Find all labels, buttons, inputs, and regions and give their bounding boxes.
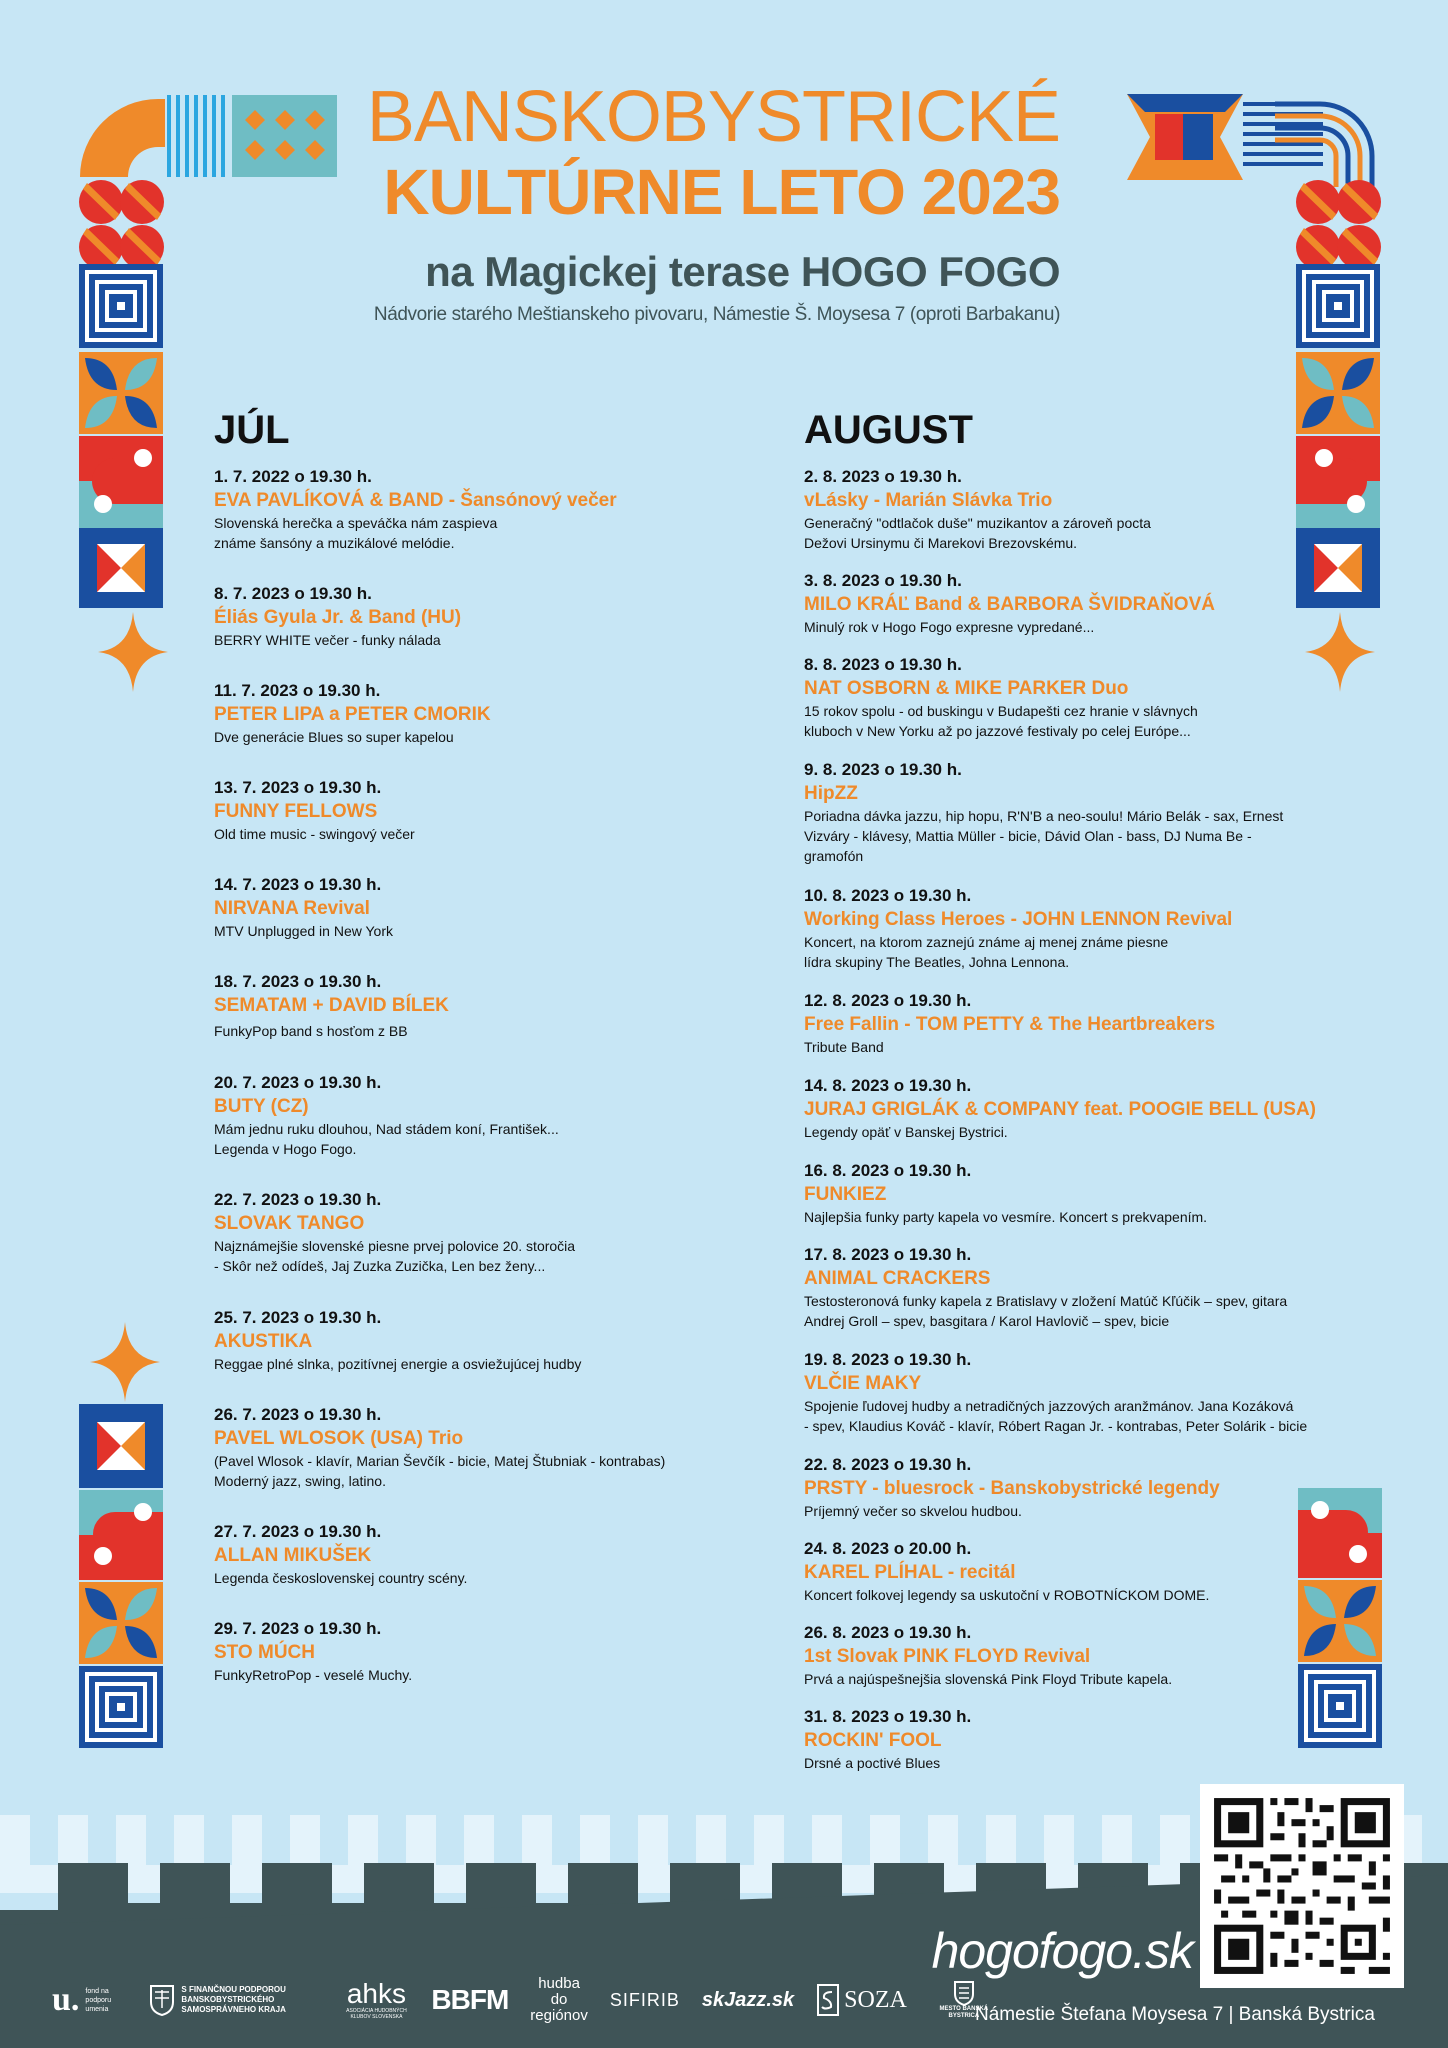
event-date: 16. 8. 2023 o 19.30 h. <box>804 1161 972 1180</box>
event-date: 10. 8. 2023 o 19.30 h. <box>804 886 972 905</box>
u-logo: u. <box>52 1981 80 2018</box>
event-date: 22. 8. 2023 o 19.30 h. <box>804 1455 972 1474</box>
event-name: 1st Slovak PINK FLOYD Revival <box>804 1646 1091 1667</box>
event-date: 31. 8. 2023 o 19.30 h. <box>804 1707 972 1726</box>
mesto-block <box>929 1980 999 2020</box>
event-description: Slovenská herečka a speváčka nám zaspieva známe šansóny a muzikálové melódie. <box>214 515 498 551</box>
event-name: PETER LIPA a PETER CMORIK <box>214 704 491 725</box>
event-item <box>214 971 774 1041</box>
mesto-logo: MESTO BANSKÁ BYSTRICA <box>939 2006 989 2019</box>
qr-code[interactable] <box>1200 1784 1404 1988</box>
left-bottom-decoration <box>79 1404 165 1749</box>
qr-pattern-icon <box>1200 1784 1404 1988</box>
event-description: Minulý rok v Hogo Fogo expresne vypredané... <box>804 619 1095 635</box>
event-name: MILO KRÁĽ Band & BARBORA ŠVIDRAŇOVÁ <box>804 594 1215 615</box>
city-crest-icon <box>953 1980 975 2006</box>
event-date: 17. 8. 2023 o 19.30 h. <box>804 1245 972 1264</box>
event-item <box>804 1075 1384 1142</box>
event-name: HipZZ <box>804 783 858 804</box>
event-description: Old time music - swingový večer <box>214 826 415 842</box>
event-date: 8. 7. 2023 o 19.30 h. <box>214 584 372 603</box>
event-date: 8. 8. 2023 o 19.30 h. <box>804 655 962 674</box>
event-date: 1. 7. 2022 o 19.30 h. <box>214 467 372 486</box>
event-name: vLásky - Marián Slávka Trio <box>804 490 1053 511</box>
event-item <box>804 466 1384 553</box>
event-name: STO MÚCH <box>214 1642 315 1663</box>
event-item <box>214 777 774 844</box>
event-item <box>804 1349 1384 1436</box>
event-item <box>214 583 774 650</box>
event-description: Koncert folkovej legendy sa uskutoční v ROBOTNÍCKOM DOME. <box>804 1587 1210 1603</box>
venue-address: Nádvorie starého Meštianskeho pivovaru, Námestie Š. Moysesa 7 (oproti Barbakanu) <box>373 304 1060 325</box>
event-date: 18. 7. 2023 o 19.30 h. <box>214 972 382 991</box>
event-name: NAT OSBORN & MIKE PARKER Duo <box>804 678 1129 699</box>
sponsor-logos <box>52 1970 989 2030</box>
event-name: FUNNY FELLOWS <box>214 801 378 822</box>
event-date: 12. 8. 2023 o 19.30 h. <box>804 991 972 1010</box>
skjazz-logo: skJazz.sk <box>701 1988 795 2011</box>
event-description: Prvá a najúspešnejšia slovenská Pink Floyd Tribute kapela. <box>804 1671 1173 1687</box>
event-name: SEMATAM + DAVID BÍLEK <box>214 995 449 1016</box>
event-description: BERRY WHITE večer - funky nálada <box>214 632 441 648</box>
soza-icon <box>816 1983 840 2017</box>
event-name: KAREL PLÍHAL - recitál <box>804 1562 1016 1583</box>
event-description: Testosteronová funky kapela z Bratislavy v zložení Matúč Kľúčik – spev, gitara Andrej Groll – spev, basgitara / Karol Havlovič – spev, bicie <box>804 1293 1288 1329</box>
event-name: Free Fallin - TOM PETTY & The Heartbreakers <box>804 1014 1216 1035</box>
event-item <box>804 990 1384 1057</box>
event-name: VLČIE MAKY <box>804 1373 922 1394</box>
event-item <box>804 1622 1384 1689</box>
footer-address: Námestie Štefana Moysesa 7 | Banská Bystrica <box>975 2004 1375 2025</box>
event-date: 25. 7. 2023 o 19.30 h. <box>214 1308 382 1327</box>
fond-logo: fond na podporu umenia <box>85 1987 112 2013</box>
event-name: SLOVAK TANGO <box>214 1213 365 1234</box>
event-date: 26. 7. 2023 o 19.30 h. <box>214 1405 382 1424</box>
event-description: FunkyPop band s hosťom z BB <box>214 1023 408 1039</box>
event-date: 14. 7. 2023 o 19.30 h. <box>214 875 382 894</box>
event-description: Tribute Band <box>804 1039 884 1055</box>
event-date: 19. 8. 2023 o 19.30 h. <box>804 1350 972 1369</box>
event-item <box>214 874 774 941</box>
event-item <box>214 1404 774 1491</box>
event-description: Generačný "odtlačok duše" muzikantov a zároveň pocta Dežovi Ursinymu či Marekovi Brezovskému. <box>804 515 1151 551</box>
soza-logo: SOZA <box>844 1986 907 2013</box>
event-name: FUNKIEZ <box>804 1184 887 1205</box>
website-link[interactable]: hogofogo.sk <box>931 1923 1193 1979</box>
title-line-1: BANSKOBYSTRICKÉ <box>366 77 1060 157</box>
event-item <box>214 1521 774 1588</box>
event-date: 22. 7. 2023 o 19.30 h. <box>214 1190 382 1209</box>
event-description: Legenda československej country scény. <box>214 1570 468 1586</box>
event-item <box>214 1307 774 1374</box>
ahks-sub: ASOCIÁCIA HUDOBNÝCH KLUBOV SLOVENSKA <box>346 2008 407 2020</box>
event-description: Koncert, na ktorom zaznejú známe aj menej známe piesne lídra skupiny The Beatles, Johna Lennona. <box>804 934 1169 970</box>
event-description: Príjemný večer so skvelou hudbou. <box>804 1503 1022 1519</box>
event-description: MTV Unplugged in New York <box>214 923 393 939</box>
event-item <box>214 680 774 747</box>
event-date: 27. 7. 2023 o 19.30 h. <box>214 1522 382 1541</box>
event-name: Working Class Heroes - JOHN LENNON Revival <box>804 909 1233 930</box>
title-line-2: KULTÚRNE LETO 2023 <box>383 156 1060 228</box>
soza-block <box>816 1983 907 2017</box>
event-description: 15 rokov spolu - od buskingu v Budapešti cez hranie v slávnych kluboch v New Yorku až po jazzové festivaly po celej Európe... <box>804 703 1198 739</box>
sfrb-logo: SIFIRIB <box>609 1989 680 2010</box>
event-date: 9. 8. 2023 o 19.30 h. <box>804 760 962 779</box>
ahks-logo: ahks <box>346 1978 406 2009</box>
event-item <box>804 654 1384 741</box>
event-description: Reggae plné slnka, pozitívnej energie a osviežujúcej hudby <box>214 1356 582 1372</box>
event-item <box>804 885 1384 972</box>
event-date: 3. 8. 2023 o 19.30 h. <box>804 571 962 590</box>
bbsk-block <box>149 1984 321 2016</box>
event-name: NIRVANA Revival <box>214 898 370 919</box>
event-item <box>804 570 1384 637</box>
event-name: ALLAN MIKUŠEK <box>214 1545 372 1566</box>
event-name: EVA PAVLÍKOVÁ & BAND - Šansónový večer <box>214 490 617 511</box>
event-item <box>214 1072 774 1159</box>
event-item <box>214 1189 774 1276</box>
event-description: Najznámejšie slovenské piesne prvej polovice 20. storočia - Skôr než odídeš, Jaj Zuzka Zuzička, Len bez ženy... <box>214 1238 576 1274</box>
event-description: Drsné a poctivé Blues <box>804 1755 941 1771</box>
coat-of-arms-icon <box>149 1984 175 2016</box>
event-date: 13. 7. 2023 o 19.30 h. <box>214 778 382 797</box>
event-date: 24. 8. 2023 o 20.00 h. <box>804 1539 972 1558</box>
event-description: Legendy opäť v Banskej Bystrici. <box>804 1124 1008 1140</box>
event-name: ROCKIN' FOOL <box>804 1730 942 1751</box>
event-name: AKUSTIKA <box>214 1331 313 1352</box>
event-item <box>214 1618 774 1685</box>
event-date: 14. 8. 2023 o 19.30 h. <box>804 1076 972 1095</box>
venue-subtitle: na Magickej terase HOGO FOGO <box>425 248 1060 295</box>
event-date: 29. 7. 2023 o 19.30 h. <box>214 1619 382 1638</box>
august-heading: AUGUST <box>804 408 973 452</box>
bbsk-logo: S FINANČNOU PODPOROU BANSKOBYSTRICKÉHO SAMOSPRÁVNEHO KRAJA <box>181 1985 286 2014</box>
event-description: Spojenie ľudovej hudby a netradičných jazzových aranžmánov. Jana Kozáková - spev, Klaudius Kováč - klavír, Róbert Ragan Jr. - kontrabas, Peter Solárik - bicie <box>804 1398 1308 1434</box>
event-item <box>804 1454 1384 1521</box>
event-item <box>804 1244 1384 1331</box>
left-star-top <box>98 612 168 692</box>
event-item <box>804 1706 1384 1773</box>
event-date: 11. 7. 2023 o 19.30 h. <box>214 681 381 700</box>
hudba-logo: hudba do regiónov <box>530 1975 588 2024</box>
event-item <box>804 1160 1384 1227</box>
event-description: Dve generácie Blues so super kapelou <box>214 729 454 745</box>
left-star-bottom <box>85 1322 165 1402</box>
event-date: 2. 8. 2023 o 19.30 h. <box>804 467 962 486</box>
event-description: Najlepšia funky party kapela vo vesmíre. Koncert s prekvapením. <box>804 1209 1208 1225</box>
event-date: 26. 8. 2023 o 19.30 h. <box>804 1623 972 1642</box>
event-description: Mám jednu ruku dlouhou, Nad stádem koní, František... Legenda v Hogo Fogo. <box>214 1121 559 1157</box>
event-description: FunkyRetroPop - veselé Muchy. <box>214 1667 413 1683</box>
header <box>300 78 1060 326</box>
ahks-block <box>343 1980 409 2020</box>
fpu-logo <box>52 1981 127 2019</box>
event-name: PRSTY - bluesrock - Banskobystrické legendy <box>804 1478 1220 1499</box>
event-name: PAVEL WLOSOK (USA) Trio <box>214 1428 464 1449</box>
event-item <box>804 1538 1384 1605</box>
event-name: Éliás Gyula Jr. & Band (HU) <box>214 607 462 628</box>
july-heading: JÚL <box>214 408 290 452</box>
event-item <box>214 466 774 553</box>
event-name: JURAJ GRIGLÁK & COMPANY feat. POOGIE BELL (USA) <box>804 1099 1316 1120</box>
event-description: (Pavel Wlosok - klavír, Marian Ševčík - bicie, Matej Štubniak - kontrabas) Moderný jazz, swing, latino. <box>214 1453 666 1489</box>
event-date: 20. 7. 2023 o 19.30 h. <box>214 1073 382 1092</box>
event-description: Poriadna dávka jazzu, hip hopu, R'N'B a neo-soulu! Mário Belák - sax, Ernest Vizváry - klávesy, Mattia Müller - bicie, Dávid Olan - bass, DJ Numa Be - gramofón <box>804 808 1284 864</box>
event-name: BUTY (CZ) <box>214 1096 309 1117</box>
event-item <box>804 759 1384 866</box>
event-name: ANIMAL CRACKERS <box>804 1268 991 1289</box>
bbfm-logo: BBFM <box>431 1984 509 2015</box>
